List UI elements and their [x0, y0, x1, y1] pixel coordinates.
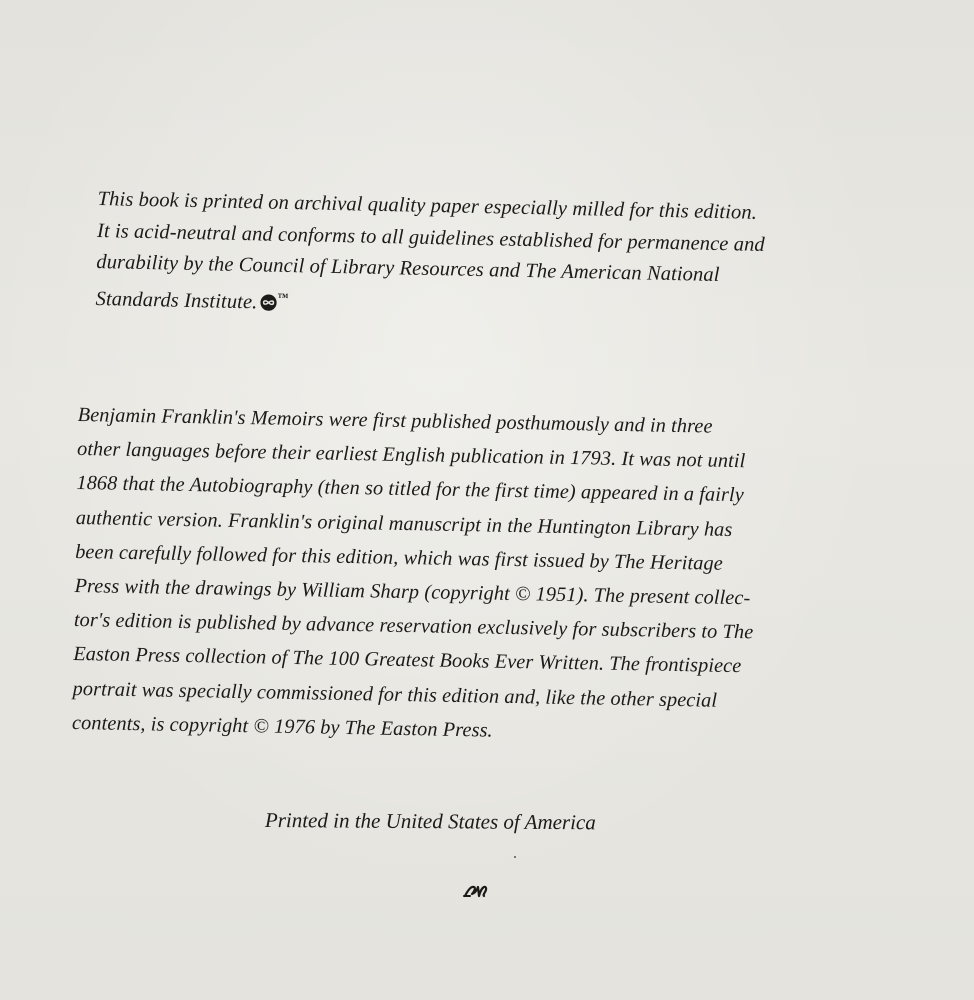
archival-paper-notice	[95, 184, 765, 324]
edition-line-4: authentic version. Franklin's original manuscript in the Huntington Library has	[75, 506, 733, 541]
edition-line-3: 1868 that the Autobiography (then so titled for the first time) appeared in a fairly	[76, 472, 745, 507]
edition-line-9: portrait was specially commissioned for this edition and, like the other special	[72, 677, 718, 712]
archival-line-2: It is acid-neutral and conforms to all guidelines established for permanence and	[96, 219, 766, 256]
edition-line-2: other languages before their earliest English publication in 1793. It was not until	[76, 438, 746, 473]
edition-line-1: Benjamin Franklin's Memoirs were first published posthumously and in three	[77, 403, 713, 438]
edition-line-6: Press with the drawings by William Sharp (copyright © 1951). The present collec-	[74, 574, 751, 610]
archival-line-4-text: Standards Institute.	[95, 287, 258, 313]
archival-line-3: durability by the Council of Library Resources and The American National	[96, 250, 720, 287]
edition-line-8: Easton Press collection of The 100 Greatest Books Ever Written. The frontispiece	[73, 643, 742, 678]
edition-line-10: contents, is copyright © 1976 by The Easton Press.	[71, 711, 493, 742]
printer-mark-icon	[462, 878, 492, 902]
printed-in-line: Printed in the United States of America	[264, 808, 596, 835]
archival-line-1: This book is printed on archival quality paper especially milled for this edition.	[97, 187, 758, 224]
paper-speck	[514, 856, 516, 858]
edition-line-5: been carefully followed for this edition, which was first issued by The Heritage	[74, 540, 724, 575]
infinity-seal-icon	[259, 293, 277, 311]
edition-line-7: tor's edition is published by advance reservation exclusively for subscribers to The	[73, 609, 754, 644]
trademark-symbol: ™	[277, 291, 289, 304]
edition-note-paragraph	[72, 398, 758, 752]
